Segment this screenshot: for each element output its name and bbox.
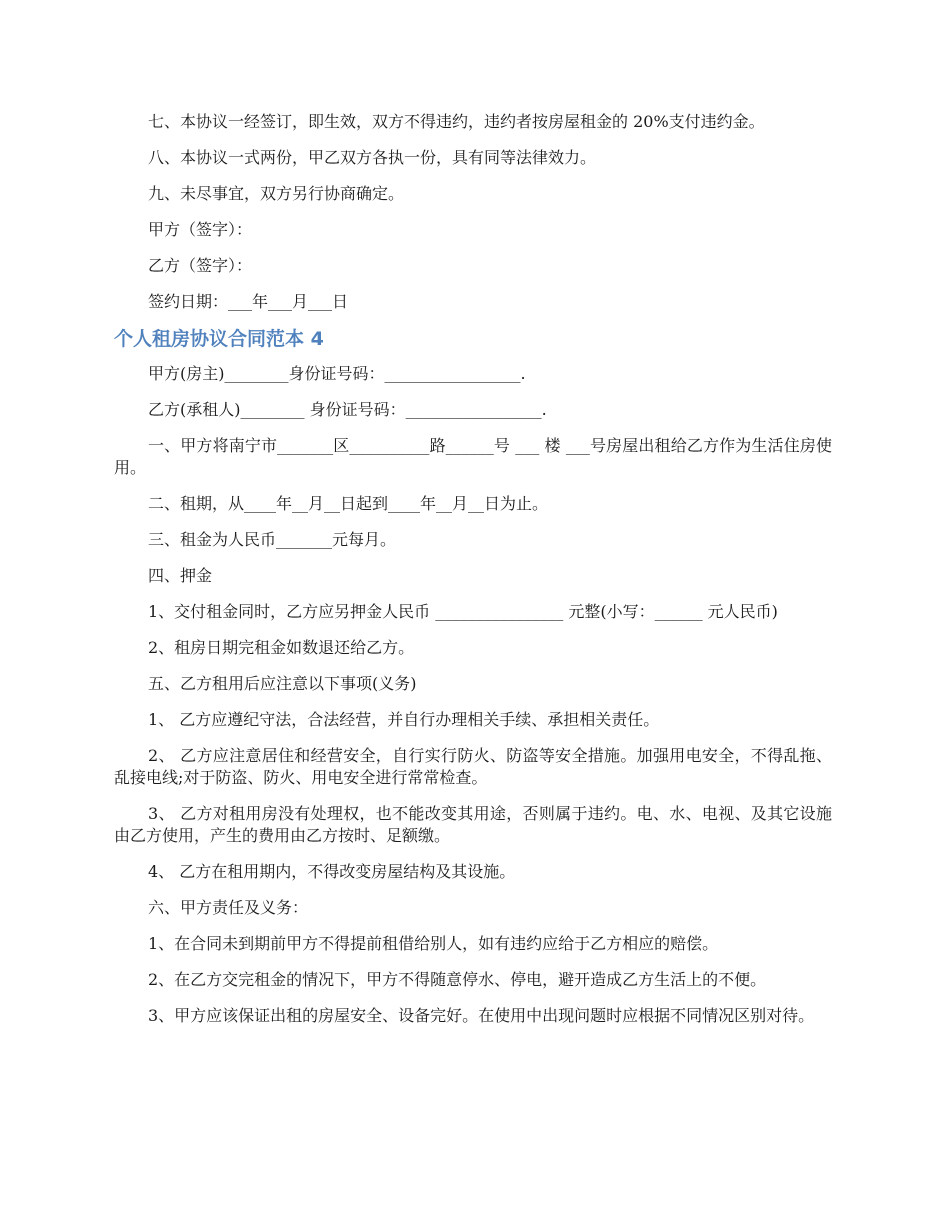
deposit-item-1: 1、交付租金同时，乙方应另押金人民币 ________________ 元整(小写：______ 元人民币): [148, 602, 778, 621]
clause-5-obligations: 五、乙方租用后应注意以下事项(义务): [148, 674, 417, 693]
landlord-item-2: 2、在乙方交完租金的情况下，甲方不得随意停水、停电，避开造成乙方生活上的不便。: [148, 970, 767, 989]
clause-1-property: 一、甲方将南宁市_______区__________路______号 ___ 楼 ___号房屋出租给乙方作为生活住房使用。: [114, 436, 832, 477]
obligation-item-3: 3、 乙方对租用房没有处理权，也不能改变其用途，否则属于违约。电、水、电视、及其它设施由乙方使用，产生的费用由乙方按时、足额缴。: [114, 804, 832, 845]
document-body: [114, 111, 832, 1041]
clause-3-rent: 三、租金为人民币_______元每月。: [148, 530, 397, 549]
obligation-item-1: 1、 乙方应遵纪守法，合法经营，并自行办理相关手续、承担相关责任。: [148, 710, 660, 729]
signing-date: 签约日期：___年___月___日: [148, 292, 349, 311]
party-a-line: 甲方(房主)________身份证号码：_________________.: [148, 364, 526, 383]
clause-8: 八、本协议一式两份，甲乙双方各执一份，具有同等法律效力。: [148, 148, 597, 167]
section-heading: 个人租房协议合同范本 4: [114, 328, 324, 350]
clause-2-term: 二、租期，从____年__月__日起到____年__月__日为止。: [148, 494, 549, 513]
clause-6-landlord-duties: 六、甲方责任及义务：: [148, 898, 309, 917]
landlord-item-1: 1、在合同未到期前甲方不得提前租借给别人，如有违约应给于乙方相应的赔偿。: [148, 934, 719, 953]
clause-4-deposit: 四、押金: [148, 566, 213, 585]
clause-7: 七、本协议一经签订，即生效，双方不得违约，违约者按房屋租金的 20%支付违约金。: [148, 112, 765, 131]
landlord-item-3: 3、甲方应该保证出租的房屋安全、设备完好。在使用中出现问题时应根据不同情况区别对待。: [148, 1006, 815, 1025]
party-b-line: 乙方(承租人)________ 身份证号码：_________________.: [148, 400, 547, 419]
party-a-signature: 甲方（签字）：: [148, 220, 253, 239]
clause-9: 九、未尽事宜，双方另行协商确定。: [148, 184, 405, 203]
obligation-item-2: 2、 乙方应注意居住和经营安全，自行实行防火、防盗等安全措施。加强用电安全，不得乱拖、乱接电线;对于防盗、防火、用电安全进行常常检查。: [114, 746, 832, 787]
obligation-item-4: 4、 乙方在租用期内，不得改变房屋结构及其设施。: [148, 862, 516, 881]
party-b-signature: 乙方（签字）：: [148, 256, 253, 275]
deposit-item-2: 2、租房日期完租金如数退还给乙方。: [148, 638, 415, 657]
